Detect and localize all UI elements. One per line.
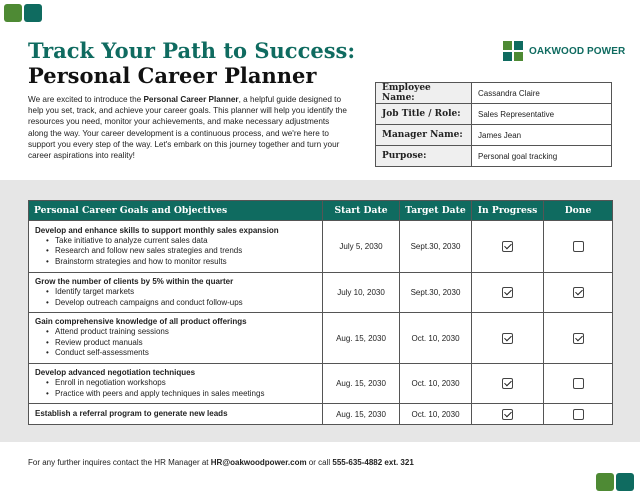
goal-title: Develop advanced negotiation techniques [35, 368, 196, 378]
corner-decoration-top [4, 4, 42, 22]
footer-contact [28, 458, 414, 467]
goal-step: • Practice with peers and apply techniques in sales meetings [46, 389, 316, 400]
goal-step: • Attend product training sessions [46, 327, 316, 338]
goal-step: • Research and follow new sales strategies and trends [46, 246, 316, 257]
in-progress-cell [472, 313, 544, 364]
header-start-date: Start Date [323, 201, 400, 221]
teal-square [24, 4, 42, 22]
green-square [596, 473, 614, 491]
goal-step: • Enroll in negotiation workshops [46, 378, 316, 389]
header-target-date: Target Date [400, 201, 472, 221]
goal-cell [29, 364, 323, 404]
target-date-cell: Oct. 10, 2030 [400, 313, 472, 364]
done-checkbox[interactable] [573, 333, 584, 344]
company-logo [503, 41, 625, 61]
target-date-cell: Oct. 10, 2030 [400, 364, 472, 404]
in-progress-checkbox[interactable] [502, 287, 513, 298]
done-cell [544, 273, 613, 313]
goal-steps-list [46, 236, 316, 268]
title-line-1: Track Your Path to Success: [28, 38, 356, 63]
done-cell [544, 313, 613, 364]
target-date-cell: Sept.30, 2030 [400, 221, 472, 273]
info-label: Employee Name: [376, 83, 472, 104]
info-row [376, 83, 612, 104]
goal-step: • Identify target markets [46, 287, 316, 298]
start-date-cell: July 10, 2030 [323, 273, 400, 313]
intro-paragraph [28, 94, 350, 161]
goal-row [29, 364, 613, 404]
hr-phone: 555-635-4882 ext. 321 [332, 458, 414, 467]
intro-highlight: Personal Career Planner [143, 95, 239, 104]
goal-title: Establish a referral program to generate new leads [35, 409, 228, 419]
goal-steps-list [46, 378, 316, 399]
done-cell [544, 221, 613, 273]
start-date-cell: Aug. 15, 2030 [323, 364, 400, 404]
goal-title: Develop and enhance skills to support monthly sales expansion [35, 225, 279, 235]
teal-square [616, 473, 634, 491]
done-checkbox[interactable] [573, 409, 584, 420]
intro-text-end: , a helpful guide designed to help you set, track, and achieve your career goals. This planner will help you identify the resources you need, monitor your achievements, and make necessary adjustments along the way. Your career development is a continuous process, and we're here to support you every step of the way. Let's embark on this journey together and turn your career aspirations into reality! [28, 95, 347, 161]
in-progress-cell [472, 273, 544, 313]
info-value: Personal goal tracking [472, 146, 612, 167]
logo-mark-icon [503, 41, 523, 61]
table-header-row [29, 201, 613, 221]
in-progress-cell [472, 221, 544, 273]
in-progress-checkbox[interactable] [502, 409, 513, 420]
done-cell [544, 404, 613, 425]
start-date-cell: Aug. 15, 2030 [323, 404, 400, 425]
info-label: Manager Name: [376, 125, 472, 146]
done-checkbox[interactable] [573, 241, 584, 252]
info-value: Cassandra Claire [472, 83, 612, 104]
corner-decoration-bottom [596, 473, 634, 491]
goal-title: Grow the number of clients by 5% within the quarter [35, 277, 234, 286]
in-progress-cell [472, 404, 544, 425]
goal-row [29, 273, 613, 313]
start-date-cell: Aug. 15, 2030 [323, 313, 400, 364]
title-line-2: Personal Career Planner [28, 63, 317, 88]
done-checkbox[interactable] [573, 378, 584, 389]
info-label: Purpose: [376, 146, 472, 167]
info-row [376, 146, 612, 167]
info-row [376, 104, 612, 125]
in-progress-cell [472, 364, 544, 404]
employee-info-table [375, 82, 612, 167]
hr-email-link[interactable]: HR@oakwoodpower.com [210, 458, 307, 467]
goal-row [29, 313, 613, 364]
goal-cell [29, 221, 323, 273]
header-done: Done [544, 201, 613, 221]
goal-title: Gain comprehensive knowledge of all product offerings [35, 317, 247, 327]
header-in-progress: In Progress [472, 201, 544, 221]
target-date-cell: Oct. 10, 2030 [400, 404, 472, 425]
goal-row [29, 221, 613, 273]
footer-text: For any further inquires contact the HR Manager at [28, 458, 211, 467]
career-goals-table [28, 200, 613, 425]
info-label: Job Title / Role: [376, 104, 472, 125]
info-value: James Jean [472, 125, 612, 146]
goal-row [29, 404, 613, 425]
in-progress-checkbox[interactable] [502, 241, 513, 252]
green-square [4, 4, 22, 22]
logo-text: OAKWOOD POWER [529, 45, 626, 57]
goal-step: • Brainstorm strategies and how to monitor results [46, 257, 316, 268]
goal-step: • Conduct self-assessments [46, 348, 316, 359]
in-progress-checkbox[interactable] [502, 378, 513, 389]
page-title [28, 38, 355, 88]
info-row [376, 125, 612, 146]
intro-text-start: We are excited to introduce the [28, 95, 144, 104]
goal-step: • Develop outreach campaigns and conduct follow-ups [46, 298, 316, 309]
target-date-cell: Sept.30, 2030 [400, 273, 472, 313]
footer-text-2: or call [306, 458, 333, 467]
goal-cell [29, 313, 323, 364]
start-date-cell: July 5, 2030 [323, 221, 400, 273]
goal-cell [29, 404, 323, 425]
info-value: Sales Representative [472, 104, 612, 125]
goal-step: • Take initiative to analyze current sales data [46, 236, 316, 247]
done-checkbox[interactable] [573, 287, 584, 298]
done-cell [544, 364, 613, 404]
goal-steps-list [46, 287, 316, 308]
goal-step: • Review product manuals [46, 338, 316, 349]
header-goals: Personal Career Goals and Objectives [29, 201, 323, 221]
goal-cell [29, 273, 323, 313]
in-progress-checkbox[interactable] [502, 333, 513, 344]
goal-steps-list [46, 327, 316, 359]
